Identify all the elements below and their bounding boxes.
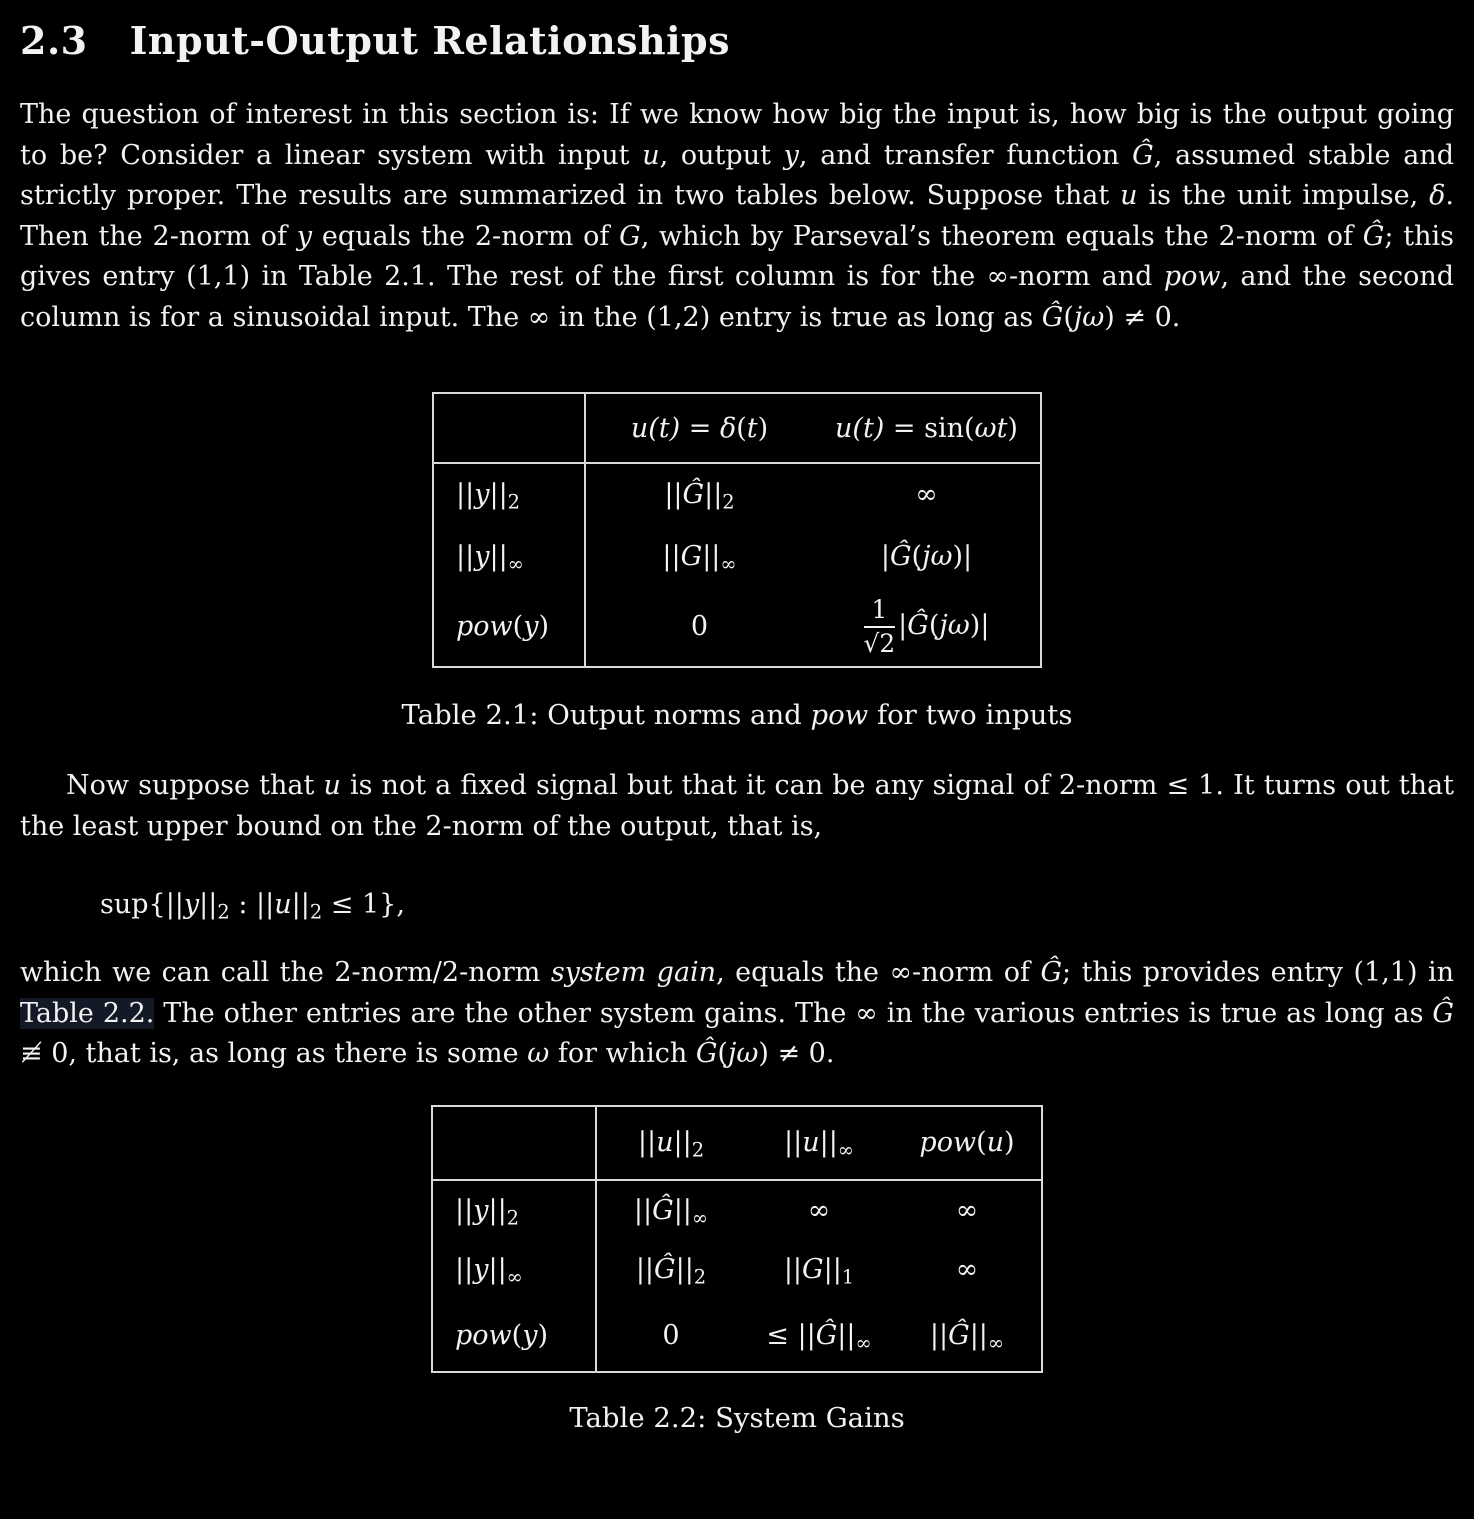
table-2-1: [432, 392, 1042, 668]
text-run: , assumed stable and strictly proper. The results are summarized in two tables below. Suppose that: [20, 139, 1455, 211]
value-cell: [596, 1180, 745, 1240]
text-run: ||: [455, 1254, 474, 1285]
math-inline: y: [474, 540, 490, 572]
text-run: which we can call the 2-norm/2-norm: [20, 957, 551, 988]
text-run: (: [1063, 301, 1074, 333]
subscript: 2: [693, 1265, 707, 1289]
text-run: ||: [664, 479, 683, 510]
table-2-2-col-header-powu: [893, 1106, 1042, 1180]
math-inline: y: [523, 611, 539, 642]
math-inline: Ĝ: [1132, 139, 1154, 171]
table-2-2-caption: [20, 1401, 1454, 1435]
text-run: ||: [704, 479, 723, 510]
math-inline: Ĝ: [907, 610, 929, 641]
math-inline: u(t): [630, 412, 681, 444]
text-run: Table 2.2: System Gains: [569, 1401, 905, 1434]
text-run: for which: [549, 1038, 696, 1069]
spacer: [20, 925, 1454, 953]
text-run: )|: [969, 610, 990, 641]
math-inline: jω: [1073, 301, 1105, 333]
math-inline: G: [802, 1254, 824, 1285]
math-inline: u: [1120, 180, 1138, 211]
text-run: ): [537, 1319, 549, 1351]
text-run: ||: [702, 540, 721, 572]
sup-equation: [100, 885, 1454, 925]
section-heading: [20, 18, 1454, 63]
text-run: , equals the ∞-norm of: [716, 957, 1041, 988]
text-run: sup{||: [100, 889, 184, 920]
table-2-2-corner-cell: [432, 1106, 596, 1180]
text-run: (: [511, 1319, 523, 1351]
fraction: [864, 596, 896, 657]
subscript: 2: [691, 1138, 705, 1162]
text-run: ||: [675, 1254, 694, 1285]
subscript: ∞: [837, 1138, 854, 1162]
text-run: ||: [819, 1127, 838, 1158]
math-inline: t: [746, 412, 758, 444]
text-run: . Then the 2-norm of: [20, 180, 1454, 252]
text-run: ||: [637, 1127, 657, 1158]
value-cell: [596, 1300, 745, 1372]
text-run: |: [898, 610, 908, 641]
paragraph-2: [20, 766, 1454, 847]
spacer: [20, 732, 1454, 766]
math-inline: Ĝ: [1432, 997, 1454, 1029]
text-run: 0: [690, 611, 709, 642]
text-run: ||: [488, 1194, 507, 1226]
text-run: (: [717, 1038, 728, 1069]
math-inline: Ĝ: [652, 1194, 674, 1226]
math-inline: jω: [727, 1038, 759, 1069]
table-row: [433, 587, 1041, 667]
text-run: (: [736, 412, 747, 444]
subscript: 2: [506, 1205, 520, 1229]
text-run: ||: [635, 1254, 655, 1285]
text-run: for two inputs: [868, 699, 1073, 731]
subscript: 1: [841, 1265, 855, 1289]
text-run: equals the 2-norm of: [312, 220, 620, 252]
section-number: 2.3: [20, 18, 88, 63]
fraction-numerator: 1: [864, 596, 896, 627]
math-inline: u(t): [835, 412, 885, 444]
math-inline: Ĝ: [1362, 220, 1385, 252]
math-inline: pow: [455, 1319, 512, 1351]
math-inline: pow: [456, 611, 513, 642]
math-inline: Ĝ: [1041, 301, 1064, 333]
text-run: ||: [837, 1319, 856, 1351]
math-inline: G: [680, 540, 703, 572]
math-inline: Ĝ: [682, 479, 705, 510]
row-label-cell: [433, 463, 585, 525]
table-row: [433, 463, 1041, 525]
table-2-1-corner-cell: [433, 393, 585, 463]
text-run: , and transfer function: [798, 139, 1133, 171]
math-inline: y: [473, 1194, 489, 1226]
math-inline: Ĝ: [948, 1319, 970, 1351]
table-2-2: [431, 1105, 1043, 1373]
value-cell: [745, 1180, 893, 1240]
value-cell: [585, 525, 813, 587]
subscript: 2: [507, 490, 521, 514]
table-2-2-header-row: [432, 1106, 1042, 1180]
row-label-cell: [432, 1300, 596, 1372]
table-row: [433, 525, 1041, 587]
text-run: (: [976, 1127, 987, 1158]
text-run: (: [512, 611, 524, 642]
math-inline: δ: [1429, 180, 1446, 211]
math-inline: Ĝ: [654, 1254, 676, 1285]
text-run: ||: [199, 889, 218, 920]
text-run: ||: [929, 1319, 949, 1351]
fraction-denominator: √2: [863, 628, 896, 658]
text-run: Now suppose that: [66, 770, 324, 801]
text-run: (: [911, 540, 923, 572]
math-inline: jω: [922, 540, 953, 572]
math-inline: Ĝ: [815, 1319, 838, 1351]
text-run: ): [757, 412, 769, 444]
text-run: ||: [673, 1194, 692, 1226]
math-inline: pow: [919, 1127, 977, 1158]
text-run: , which by Parseval’s theorem equals the 2-norm of: [640, 220, 1363, 252]
math-inline: ωt: [974, 412, 1008, 444]
math-inline: y: [522, 1319, 538, 1351]
text-run: ||: [489, 479, 508, 510]
table-2-1-col-header-impulse: [585, 393, 813, 463]
math-inline: ω: [527, 1038, 550, 1069]
math-inline: δ: [719, 412, 737, 444]
value-cell: [745, 1300, 893, 1372]
subscript: 2: [722, 490, 735, 514]
text-run: is not a fixed signal but that it can be any signal of 2-norm ≤ 1. It turns out that the least upper bound on the 2-norm of the output, that is,: [20, 770, 1454, 842]
subscript: ∞: [987, 1330, 1005, 1354]
value-cell: [813, 463, 1041, 525]
text-run: ; this provides entry (1,1) in: [1062, 957, 1454, 988]
value-cell: [813, 587, 1041, 667]
text-run: ||: [823, 1254, 842, 1285]
text-run: ) ≠ 0.: [758, 1038, 835, 1069]
table-2-2-container: [20, 1105, 1454, 1373]
text-run: is the unit impulse,: [1137, 180, 1430, 211]
math-inline: u: [274, 889, 292, 920]
math-inline: system gain: [550, 957, 717, 988]
math-inline: u: [323, 770, 341, 801]
subscript: ∞: [720, 551, 737, 575]
row-label-cell: [432, 1240, 596, 1300]
text-run: Table 2.1: Output norms and: [401, 699, 811, 731]
math-inline: u: [986, 1127, 1005, 1158]
text-run: = sin(: [884, 412, 975, 444]
value-cell: [893, 1180, 1042, 1240]
subscript: 2: [309, 900, 323, 924]
math-inline: G: [619, 220, 641, 252]
math-inline: Ĝ: [695, 1038, 718, 1069]
math-inline: y: [474, 479, 490, 510]
math-inline: pow: [1163, 261, 1221, 292]
text-run: , and the second column is for a sinusoidal input. The ∞ in the (1,2) entry is true as long as: [20, 261, 1455, 333]
text-run: ||: [673, 1127, 692, 1158]
table-2-1-header-row: [433, 393, 1041, 463]
value-cell: [585, 463, 813, 525]
text-run: ∞: [915, 479, 938, 510]
text-run: The question of interest in this section is: If we know how big the input is, how big is the output going to be? Consider a linear system with input: [20, 99, 1454, 171]
value-cell: [585, 587, 813, 667]
math-inline: Ĝ: [1040, 957, 1063, 988]
table-row: [432, 1240, 1042, 1300]
text-run: ≢ 0, that is, as long as there is some: [20, 1038, 528, 1069]
text-run: ): [1004, 1127, 1015, 1158]
math-inline: pow: [810, 699, 869, 731]
subscript: 2: [217, 900, 230, 924]
text-run: |: [880, 540, 890, 572]
text-run: ∞: [955, 1194, 979, 1226]
math-inline: u: [656, 1127, 674, 1158]
text-run: ||: [783, 1254, 803, 1285]
math-inline: Ĝ: [889, 540, 912, 572]
text-run: ||: [456, 479, 475, 510]
table-2-1-caption: [20, 698, 1454, 732]
table-2-1-col-header-sine: [813, 393, 1041, 463]
table-row: [432, 1300, 1042, 1372]
subscript: ∞: [691, 1205, 709, 1229]
text-run: ||: [969, 1319, 988, 1351]
row-label-cell: [433, 587, 585, 667]
spacer: [20, 1075, 1454, 1105]
spacer: [20, 338, 1454, 392]
text-run: ||: [488, 1254, 507, 1285]
text-run: ∞: [807, 1194, 831, 1226]
text-run: ||: [633, 1194, 653, 1226]
text-run: : ||: [229, 889, 275, 920]
text-run: ||: [456, 540, 475, 572]
text-run: ||: [784, 1127, 803, 1158]
text-run: ||: [489, 540, 508, 572]
text-run: =: [680, 412, 720, 444]
text-run: )|: [952, 540, 973, 572]
math-inline: u: [642, 139, 660, 171]
text-run: ∞: [955, 1254, 979, 1285]
math-inline: u: [802, 1127, 820, 1158]
text-run: The other entries are the other system gains. The ∞ in the various entries is true as long as: [154, 997, 1433, 1029]
text-run: ||: [662, 540, 681, 572]
text-run: ): [538, 611, 550, 642]
text-run: ) ≠ 0.: [1104, 301, 1181, 333]
math-inline: jω: [939, 610, 970, 641]
value-cell: [745, 1240, 893, 1300]
table-2-2-col-header-u2: [596, 1106, 745, 1180]
table-2-2-col-header-uinf: [745, 1106, 893, 1180]
table-2-2-link[interactable]: Table 2.2.: [20, 997, 155, 1029]
table-row: [432, 1180, 1042, 1240]
subscript: ∞: [855, 1330, 872, 1354]
paragraph-3: [20, 953, 1454, 1075]
text-run: (: [928, 610, 940, 641]
paragraph-1: [20, 95, 1454, 338]
value-cell: [596, 1240, 745, 1300]
text-run: , output: [659, 139, 784, 171]
value-cell: [893, 1300, 1042, 1372]
text-run: ≤ ||: [766, 1319, 816, 1351]
math-inline: y: [183, 889, 200, 920]
text-run: 0: [662, 1319, 680, 1351]
text-run: ||: [291, 889, 310, 920]
row-label-cell: [432, 1180, 596, 1240]
text-run: ): [1007, 412, 1018, 444]
subscript: ∞: [507, 551, 524, 575]
math-inline: y: [296, 220, 313, 252]
subscript: ∞: [506, 1265, 523, 1289]
math-inline: y: [473, 1254, 489, 1285]
row-label-cell: [433, 525, 585, 587]
section-title: Input-Output Relationships: [129, 18, 731, 63]
text-run: ; this gives entry (1,1) in Table 2.1. The rest of the first column is for the ∞-norm and: [20, 220, 1454, 292]
value-cell: [893, 1240, 1042, 1300]
text-run: ≤ 1},: [322, 889, 405, 920]
math-inline: y: [783, 139, 799, 171]
text-run: ||: [455, 1194, 474, 1226]
table-2-1-container: [20, 392, 1454, 668]
value-cell: [813, 525, 1041, 587]
